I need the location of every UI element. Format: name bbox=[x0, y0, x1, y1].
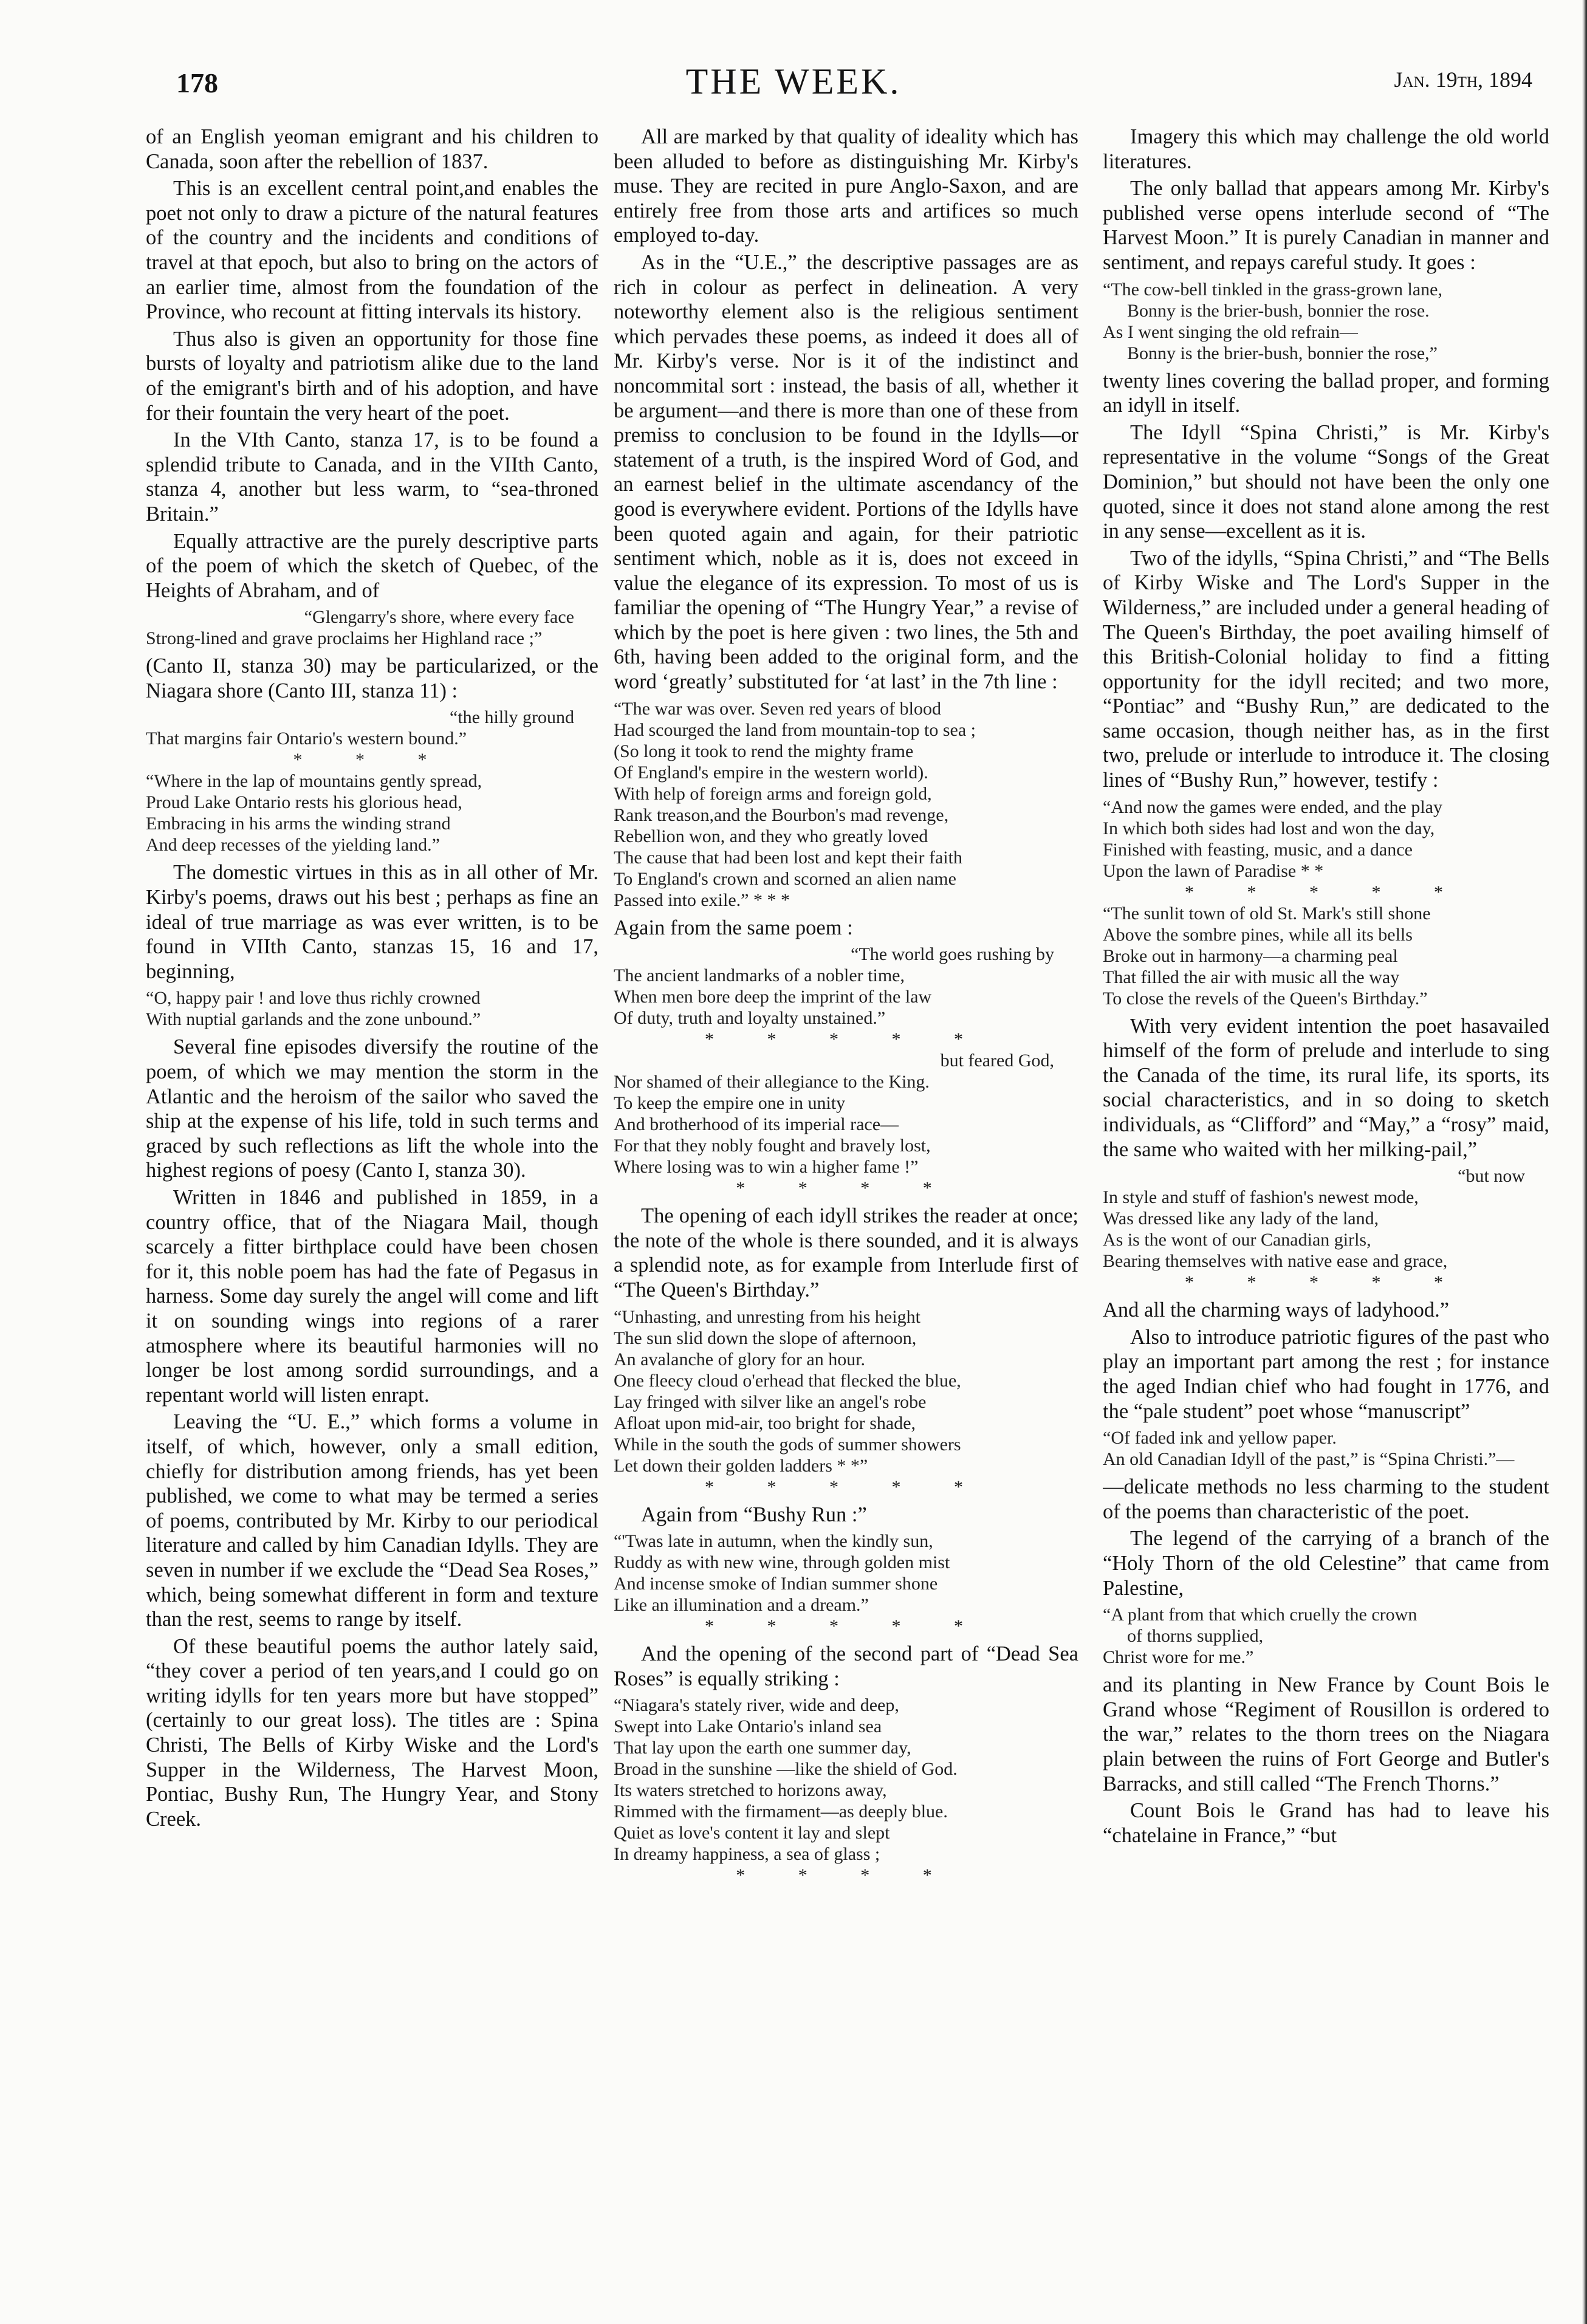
verse-line: Where losing was to win a higher fame !” bbox=[614, 1157, 919, 1177]
page-edge-shadow bbox=[1582, 0, 1587, 2324]
verse-line: “but now bbox=[1458, 1166, 1525, 1187]
column-middle bbox=[614, 125, 1078, 2312]
verse-line: Broke out in harmony—a charming peal bbox=[1103, 945, 1398, 966]
paragraph: Again from the same poem : bbox=[614, 916, 853, 939]
verse-line: “Of faded ink and yellow paper. bbox=[1103, 1428, 1337, 1448]
verse-line: “Unhasting, and unresting from his height bbox=[614, 1306, 920, 1327]
issue-date: Jan. 19th, 1894 bbox=[1394, 67, 1532, 92]
verse-line: Had scourged the land from mountain-top to sea ; bbox=[614, 719, 976, 740]
paragraph: The domestic virtues in this as in all other of Mr. Kirby's poems, draws out his best ; perhaps as fine an ideal of true marriage as was ever written, is to be found in VIIth Canto, stanzas 15, 16 and 17, beginning, bbox=[146, 861, 598, 983]
verse-line: And brotherhood of its imperial race— bbox=[614, 1114, 899, 1135]
paragraph: (Canto II, stanza 30) may be particularized, or the Niagara shore (Canto III, stanza 11) : bbox=[146, 654, 598, 702]
verse-line: “Where in the lap of mountains gently spread, bbox=[146, 771, 482, 792]
verse-quote bbox=[614, 1530, 1078, 1637]
verse-line: “'Twas late in autumn, when the kindly sun, bbox=[614, 1531, 933, 1552]
paragraph: Imagery this which may challenge the old world literatures. bbox=[1103, 125, 1549, 173]
verse-line: “The cow-bell tinkled in the grass-grown lane, bbox=[1103, 279, 1442, 300]
verse-line: The sun slid down the slope of afternoon, bbox=[614, 1328, 917, 1348]
asterism: * * * bbox=[293, 750, 451, 770]
verse-line: “The world goes rushing by bbox=[851, 944, 1054, 965]
paragraph: All are marked by that quality of ideality which has been alluded to before as distinguishing Mr. Kirby's muse. They are recited in pure Anglo-Saxon, and are entirely free from those arts and artifices so much employed to-day. bbox=[614, 125, 1078, 247]
verse-line: Bearing themselves with native ease and grace, bbox=[1103, 1251, 1448, 1272]
verse-line: For that they nobly fought and bravely lost, bbox=[614, 1136, 931, 1156]
paragraph: Of these beautiful poems the author lately said, “they cover a period of ten years,and I could go on writing idylls for ten years more but have stopped” (certainly to our great loss). The titles are : Spina Christi, The Bells of Kirby Wiske and the Lord's Supper in the Wilderness, The Harvest Moon, Pontiac, Bushy Run, The Hungry Year, and Stony Creek. bbox=[146, 1634, 598, 1831]
verse-line: but feared God, bbox=[940, 1051, 1054, 1071]
paragraph: As in the “U.E.,” the descriptive passages are as rich in colour as perfect in delineation. A very noteworthy element also is the religious sentiment which pervades these poems, as indeed it does all of Mr. Kirby's verse. Nor is it of the indistinct and noncommital sort : instead, the basis of all, whether it be argument—and there is more than one of these from premiss to conclusion to be found in the Idylls—or statement of a truth, is the inspired Word of God, and an earnest belief in the ultimate ascendancy of the good is everywhere evident. Portions of the Idylls have been quoted again and again, for their patriotic sentiment which, noble as it is, does not exceed in value the elegance of its expression. To most of us is familiar the opening of “The Hungry Year,” a revise of which by the poet is here given : two lines, the 5th and 6th, having been added to the original form, and the word ‘greatly’ substituted for ‘at last’ in the 7th line : bbox=[614, 250, 1078, 694]
verse-quote bbox=[1103, 797, 1549, 1009]
verse-quote bbox=[614, 944, 1078, 1199]
verse-line: With nuptial garlands and the zone unbound.” bbox=[146, 1009, 481, 1030]
paragraph: Equally attractive are the purely descriptive parts of the poem of which the sketch of Quebec, of the Heights of Abraham, and of bbox=[146, 529, 598, 602]
asterism: * * * * * bbox=[705, 1029, 987, 1050]
verse-line: Afloat upon mid-air, too bright for shade, bbox=[614, 1413, 916, 1433]
verse-line: To keep the empire one in unity bbox=[614, 1093, 846, 1114]
verse-line: Nor shamed of their allegiance to the King. bbox=[614, 1072, 930, 1092]
verse-line: of thorns supplied, bbox=[1127, 1626, 1264, 1647]
verse-line: And incense smoke of Indian summer shone bbox=[614, 1574, 938, 1594]
verse-line: “The sunlit town of old St. Mark's still shone bbox=[1103, 903, 1431, 924]
paragraph: of an English yeoman emigrant and his children to Canada, soon after the rebellion of 1837. bbox=[146, 125, 598, 173]
paragraph: Also to introduce patriotic figures of the past who play an important part among the rest ; for instance the aged Indian chief who had fought in 1776, and the “pale student” poet whose “manuscript” bbox=[1103, 1325, 1549, 1423]
paragraph: In the VIth Canto, stanza 17, is to be found a splendid tribute to Canada, and in the VIIth Canto, stanza 4, another but less warm, to “sea-throned Britain.” bbox=[146, 428, 598, 526]
verse-quote bbox=[614, 1306, 1078, 1498]
paragraph: Again from “Bushy Run :” bbox=[641, 1503, 867, 1526]
verse-line: Of England's empire in the western world). bbox=[614, 762, 928, 783]
paragraph: Two of the idylls, “Spina Christi,” and “The Bells of Kirby Wiske and The Lord's Supper in the Wilderness,” are included under a general heading of The Queen's Birthday, the poet availing himself of this British-Colonial holiday to find a fitting opportunity for the idyll recited; and two more, “Pontiac” and “Bushy Run,” are dedicated to the same occasion, though neither has, as in the first two, prelude or interlude to introduce it. The closing lines of “Bushy Run,” however, testify : bbox=[1103, 546, 1549, 792]
verse-line: To England's crown and scorned an alien name bbox=[614, 868, 956, 889]
verse-line: Bonny is the brier-bush, bonnier the rose,” bbox=[1127, 343, 1438, 363]
paragraph: And all the charming ways of ladyhood.” bbox=[1103, 1298, 1450, 1322]
verse-line: In dreamy happiness, a sea of glass ; bbox=[614, 1844, 880, 1865]
verse-line: Let down their golden ladders * *” bbox=[614, 1455, 868, 1476]
paragraph: The only ballad that appears among Mr. Kirby's published verse opens interlude second of “The Harvest Moon.” It is purely Canadian in manner and sentiment, and repays careful study. It goes : bbox=[1103, 177, 1549, 274]
verse-line: One fleecy cloud o'erhead that flecked the blue, bbox=[614, 1370, 961, 1391]
verse-line: Its waters stretched to horizons away, bbox=[614, 1780, 887, 1801]
verse-line: Bonny is the brier-bush, bonnier the rose. bbox=[1127, 300, 1430, 321]
page-header bbox=[0, 0, 1587, 140]
verse-line: Broad in the sunshine —like the shield of God. bbox=[614, 1759, 958, 1780]
masthead-title: THE WEEK. bbox=[685, 61, 902, 101]
paragraph: —delicate methods no less charming to the student of the poems than characteristic of the poet. bbox=[1103, 1475, 1549, 1523]
verse-line: Quiet as love's content it lay and slept bbox=[614, 1823, 890, 1843]
page-number: 178 bbox=[176, 67, 218, 98]
verse-line: “O, happy pair ! and love thus richly crowned bbox=[146, 988, 481, 1009]
verse-line: The cause that had been lost and kept their faith bbox=[614, 847, 962, 868]
verse-line: “the hilly ground bbox=[450, 707, 574, 728]
asterism: * * * * * bbox=[1185, 882, 1467, 902]
paragraph: And the opening of the second part of “Dead Sea Roses” is equally striking : bbox=[614, 1642, 1078, 1690]
verse-quote bbox=[614, 698, 1078, 911]
paragraph: Leaving the “U. E.,” which forms a volume in itself, of which, however, only a small edition, chiefly for distribution among friends, has yet been published, we come to what may be termed a series of poems, contributed by Mr. Kirby to our periodical literature and called by him Canadian Idylls. They are seven in number if we exclude the “Dead Sea Roses,” which, being somewhat different in form and texture than the rest, seems to range by itself. bbox=[146, 1410, 598, 1631]
paragraph: The legend of the carrying of a branch of the “Holy Thorn of the old Celestine” that came from Palestine, bbox=[1103, 1527, 1549, 1600]
verse-line: “The war was over. Seven red years of blood bbox=[614, 698, 941, 719]
verse-line: As is the wont of our Canadian girls, bbox=[1103, 1230, 1371, 1250]
verse-quote bbox=[614, 1695, 1078, 1886]
column-left bbox=[146, 125, 598, 2312]
paragraph: twenty lines covering the ballad proper, and forming an idyll in itself. bbox=[1103, 369, 1549, 417]
verse-line: An old Canadian Idyll of the past,” is “Spina Christi.”— bbox=[1103, 1449, 1515, 1470]
verse-line: Strong-lined and grave proclaims her Highland race ;” bbox=[146, 628, 543, 649]
verse-line: That margins fair Ontario's western bound.” bbox=[146, 728, 467, 749]
verse-line: Swept into Lake Ontario's inland sea bbox=[614, 1716, 882, 1737]
verse-line: When men bore deep the imprint of the law bbox=[614, 987, 932, 1007]
asterism: * * * * * bbox=[1185, 1272, 1467, 1293]
verse-quote bbox=[1103, 1427, 1549, 1470]
verse-line: (So long it took to rend the mighty frame bbox=[614, 741, 914, 761]
verse-line: In which both sides had lost and won the day, bbox=[1103, 818, 1435, 838]
paragraph: Thus also is given an opportunity for those fine bursts of loyalty and patriotism alike due to the land of the emigrant's birth and of his adoption, and have for their fountain the very heart of the poet. bbox=[146, 327, 598, 425]
verse-quote bbox=[146, 606, 598, 649]
verse-line: That filled the air with music all the way bbox=[1103, 967, 1400, 987]
verse-line: And deep recesses of the yielding land.” bbox=[146, 835, 440, 855]
verse-line: “Niagara's stately river, wide and deep, bbox=[614, 1695, 899, 1716]
asterism: * * * * bbox=[736, 1865, 956, 1886]
paragraph: Several fine episodes diversify the routine of the poem, of which we may mention the storm in the Atlantic and the heroism of the sailor who saved the ship at the expense of his life, told in such terms and graced by such reflections as lift the whole into the highest regions of poesy (Canto I, stanza 30). bbox=[146, 1035, 598, 1182]
verse-line: That lay upon the earth one summer day, bbox=[614, 1738, 911, 1758]
verse-line: Rank treason,and the Bourbon's mad revenge, bbox=[614, 804, 949, 825]
verse-line: Of duty, truth and loyalty unstained.” bbox=[614, 1008, 886, 1029]
verse-line: Lay fringed with silver like an angel's robe bbox=[614, 1391, 927, 1412]
verse-quote bbox=[146, 987, 598, 1030]
column-right bbox=[1103, 125, 1549, 2312]
verse-line: Ruddy as with new wine, through golden mist bbox=[614, 1552, 950, 1573]
paragraph: The Idyll “Spina Christi,” is Mr. Kirby's representative in the volume “Songs of the Great Dominion,” but should not have been the only one quoted, since it does not stand alone among the rest in any sense—excellent as it is. bbox=[1103, 420, 1549, 543]
verse-line: Upon the lawn of Paradise * * bbox=[1103, 860, 1324, 881]
verse-line: To close the revels of the Queen's Birthday.” bbox=[1103, 988, 1428, 1009]
verse-line: Rimmed with the firmament—as deeply blue. bbox=[614, 1801, 948, 1822]
verse-line: Proud Lake Ontario rests his glorious head, bbox=[146, 792, 462, 813]
verse-line: Christ wore for me.” bbox=[1103, 1647, 1254, 1668]
verse-line: “A plant from that which cruelly the crown bbox=[1103, 1605, 1417, 1625]
verse-line: While in the south the gods of summer showers bbox=[614, 1434, 961, 1455]
verse-quote bbox=[1103, 1165, 1549, 1293]
verse-line: Finished with feasting, music, and a dance bbox=[1103, 839, 1413, 860]
verse-line: An avalanche of glory for an hour. bbox=[614, 1349, 866, 1369]
paragraph: With very evident intention the poet hasavailed himself of the form of prelude and interlude to sing the Canada of the time, its rural life, its sports, its social characteristics, and in so doing to sketch individuals, as “Clifford” and “May,” a “rosy” maid, the same who waited with her milking-pail,” bbox=[1103, 1014, 1549, 1161]
verse-quote bbox=[146, 707, 598, 855]
verse-line: Rebellion won, and they who greatly loved bbox=[614, 826, 928, 846]
paragraph: Written in 1846 and published in 1859, in a country office, that of the Niagara Mail, though scarcely a fitter birthplace could have been chosen for it, this noble poem has had the fate of Pegasus in harness. Some day surely the angel will come and lift it on sounding wings into regions of a rarer atmosphere where its beautiful harmonies will no longer be lost among sordid surroundings, and a repentant world will listen enrapt. bbox=[146, 1186, 598, 1407]
paragraph: Count Bois le Grand has had to leave his “chatelaine in France,” “but bbox=[1103, 1799, 1549, 1847]
verse-line: Passed into exile.” * * * bbox=[614, 889, 790, 910]
verse-line: Embracing in his arms the winding strand bbox=[146, 814, 451, 834]
asterism: * * * * * bbox=[705, 1476, 987, 1497]
verse-line: “And now the games were ended, and the play bbox=[1103, 797, 1442, 817]
verse-quote bbox=[1103, 1604, 1549, 1668]
asterism: * * * * * bbox=[705, 1616, 987, 1637]
asterism: * * * * bbox=[736, 1178, 956, 1199]
verse-line: Above the sombre pines, while all its bells bbox=[1103, 924, 1413, 945]
verse-line: In style and stuff of fashion's newest mode, bbox=[1103, 1187, 1419, 1208]
verse-line: “Glengarry's shore, where every face bbox=[304, 607, 574, 628]
paragraph: This is an excellent central point,and enables the poet not only to draw a picture of the natural features of the country and the incidents and conditions of travel at that epoch, but also to bring on the actors of an earlier time, almost from the foundation of the Province, who recount at fitting intervals its history. bbox=[146, 177, 598, 324]
verse-line: As I went singing the old refrain— bbox=[1103, 321, 1358, 342]
paragraph: and its planting in New France by Count Bois le Grand whose “Regiment of Rousillon is ordered to the war,” relates to the thorn trees on the Niagara plain between the ruins of Fort George and Butler's Barracks, and still called “The French Thorns.” bbox=[1103, 1673, 1549, 1795]
verse-quote bbox=[1103, 279, 1549, 364]
verse-line: The ancient landmarks of a nobler time, bbox=[614, 965, 905, 986]
verse-line: Was dressed like any lady of the land, bbox=[1103, 1208, 1379, 1229]
verse-line: Like an illumination and a dream.” bbox=[614, 1595, 869, 1616]
paragraph: The opening of each idyll strikes the reader at once; the note of the whole is there sounded, and it is always a splendid note, as for example from Interlude first of “The Queen's Birthday.” bbox=[614, 1204, 1078, 1302]
verse-line: With help of foreign arms and foreign gold, bbox=[614, 783, 932, 804]
